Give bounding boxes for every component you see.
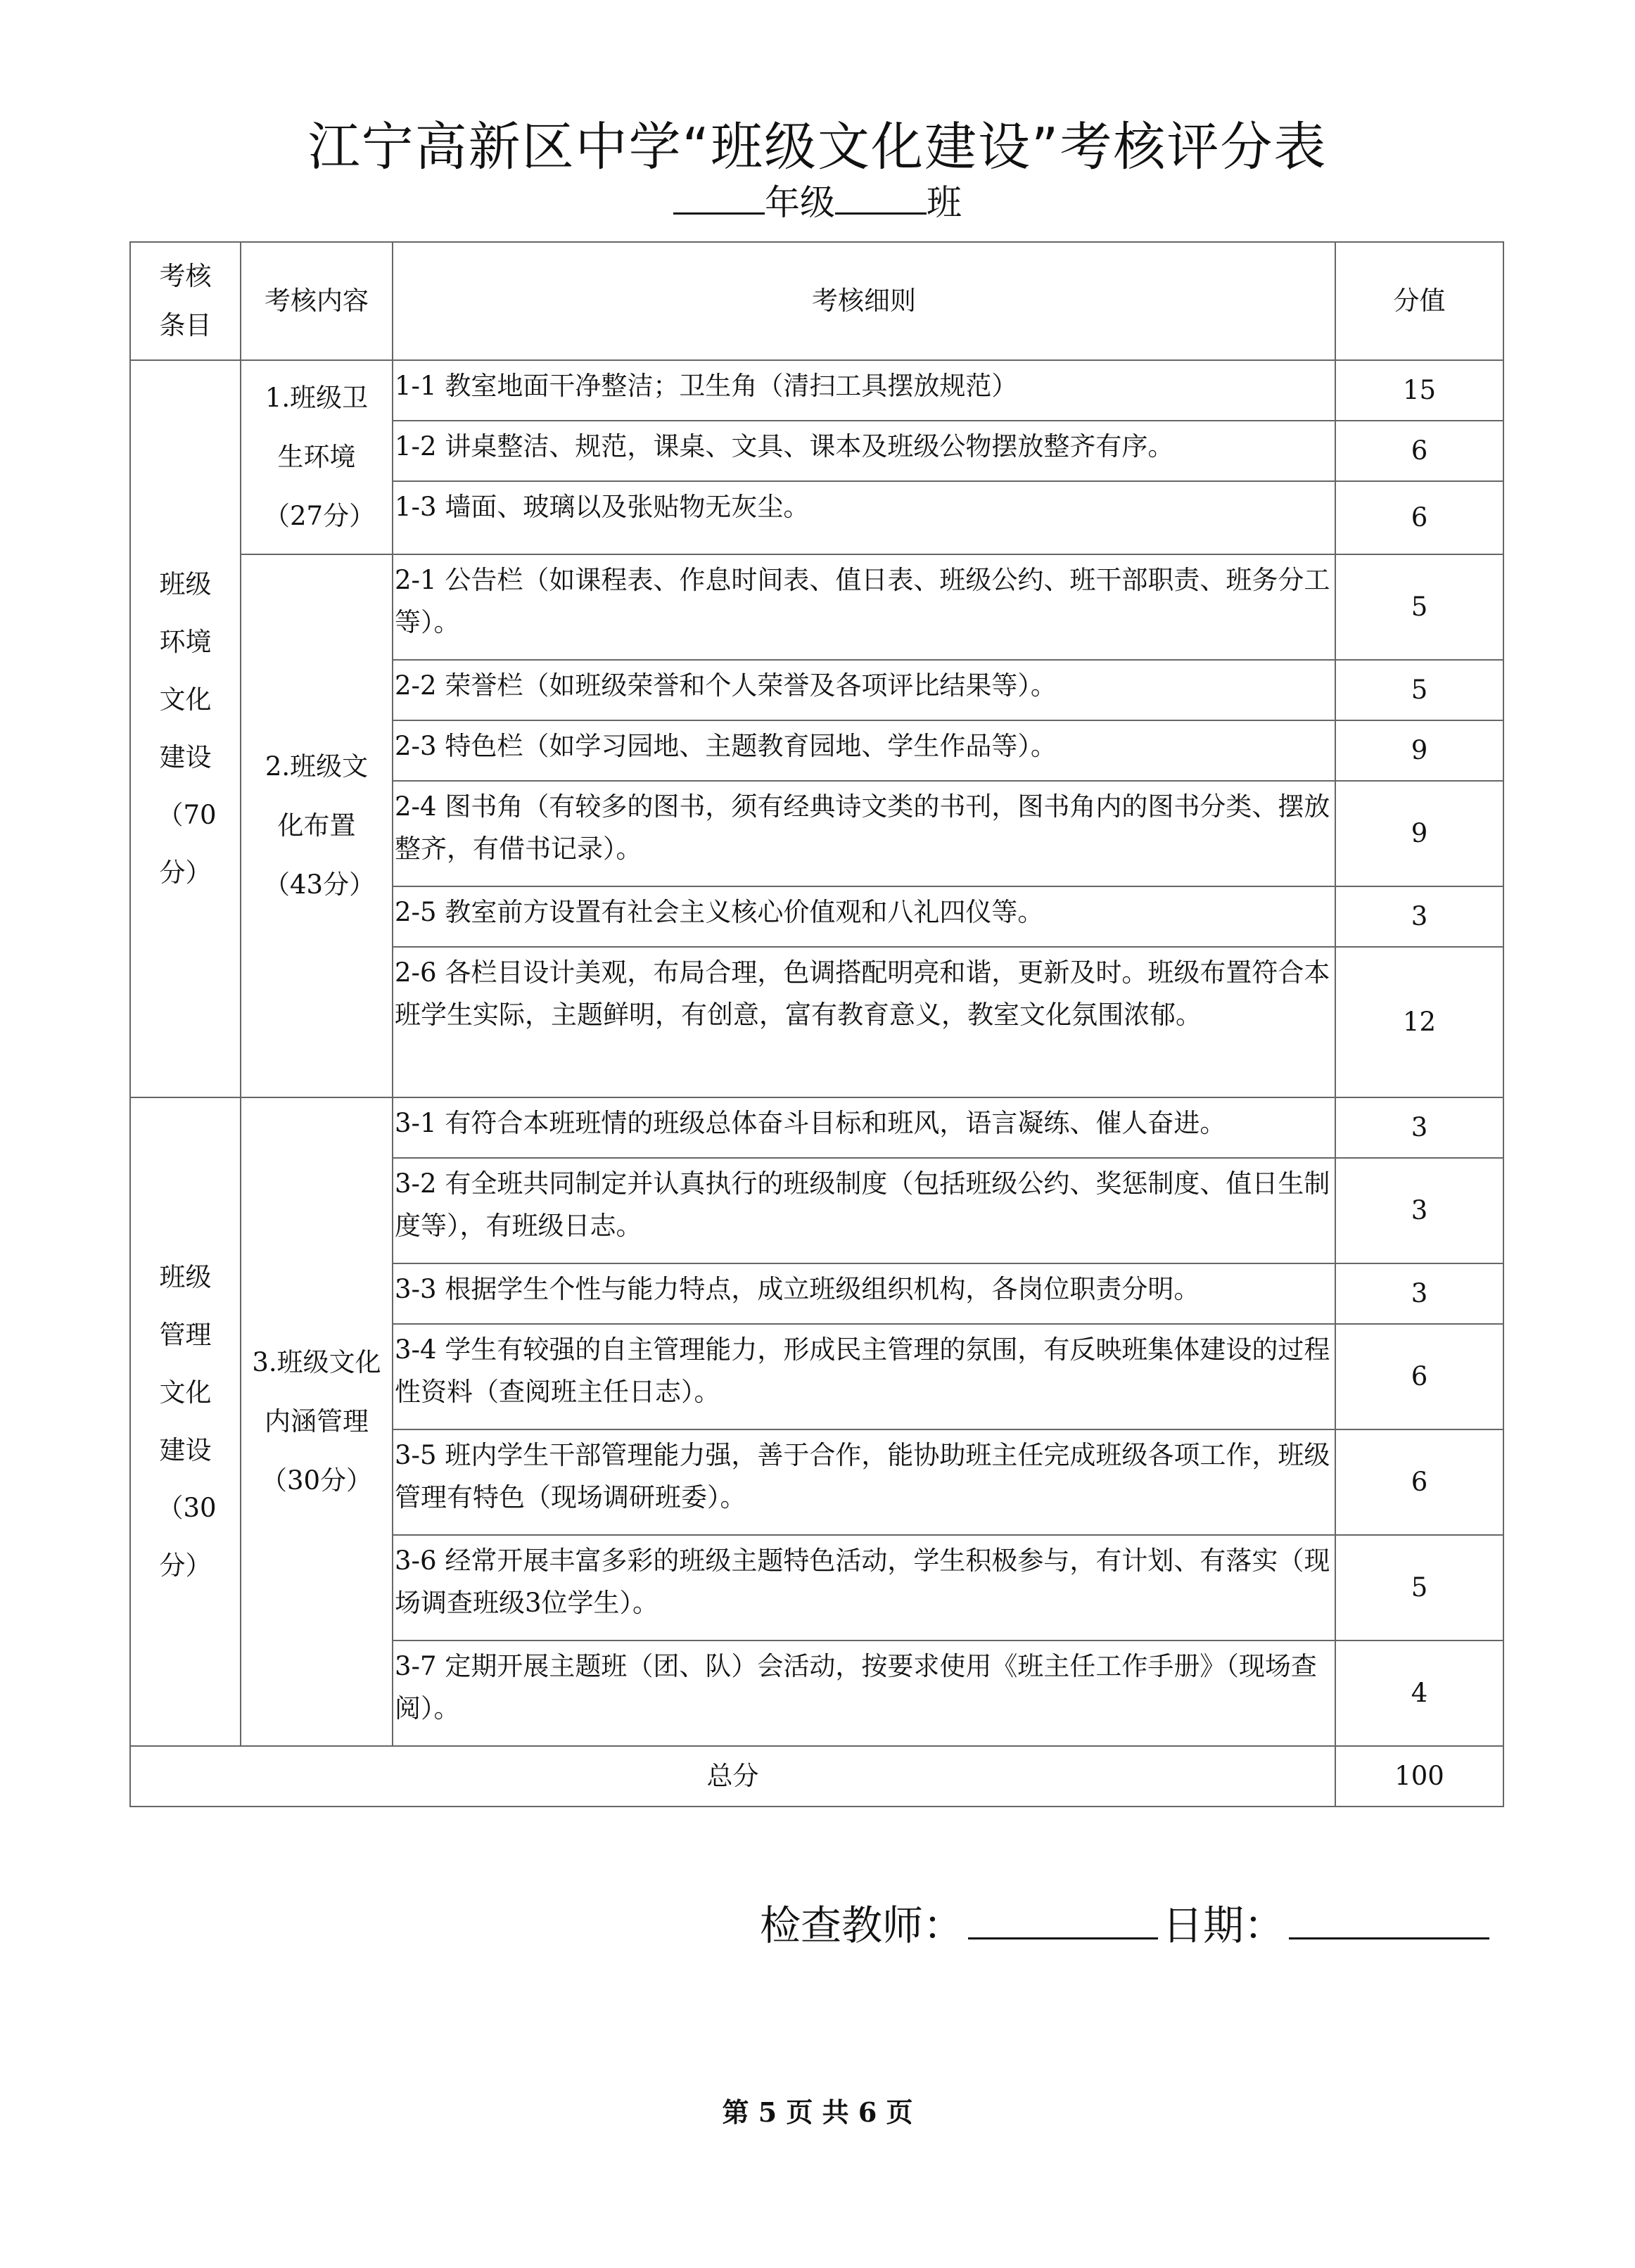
score-cell: 5 — [1335, 554, 1503, 660]
group-cell: 3.班级文化内涵管理（30分） — [241, 1097, 393, 1746]
header-row — [130, 242, 1503, 360]
score-cell: 15 — [1335, 360, 1503, 421]
class-blank[interactable] — [835, 177, 927, 215]
grade-blank[interactable] — [673, 177, 765, 215]
score-cell: 5 — [1335, 1535, 1503, 1641]
score-cell: 3 — [1335, 1158, 1503, 1263]
grade-label: 年级 — [765, 182, 835, 223]
rule-cell: 1-1 教室地面干净整洁；卫生角（清扫工具摆放规范） — [393, 360, 1335, 421]
rule-cell: 3-1 有符合本班班情的班级总体奋斗目标和班风，语言凝练、催人奋进。 — [393, 1097, 1335, 1158]
total-label: 总分 — [130, 1746, 1335, 1807]
table-row — [130, 1097, 1503, 1158]
evaluation-table — [129, 241, 1504, 1807]
document-title: 江宁高新区中学“班级文化建设”考核评分表 — [307, 117, 1328, 177]
rule-cell: 3-3 根据学生个性与能力特点，成立班级组织机构，各岗位职责分明。 — [393, 1263, 1335, 1324]
rule-cell: 3-5 班内学生干部管理能力强，善于合作，能协助班主任完成班级各项工作，班级管理有特色（现场调研班委）。 — [393, 1429, 1335, 1535]
section-cell: 班级管理文化建设（30分） — [130, 1097, 241, 1746]
total-row — [130, 1746, 1503, 1807]
score-cell: 9 — [1335, 781, 1503, 886]
rule-cell: 2-2 荣誉栏（如班级荣誉和个人荣誉及各项评比结果等）。 — [393, 660, 1335, 720]
rule-cell: 3-6 经常开展丰富多彩的班级主题特色活动，学生积极参与，有计划、有落实（现场调查班级3位学生）。 — [393, 1535, 1335, 1641]
score-cell: 12 — [1335, 947, 1503, 1097]
date-field[interactable] — [1289, 1895, 1489, 1939]
rule-cell: 2-5 教室前方设置有社会主义核心价值观和八礼四仪等。 — [393, 886, 1335, 947]
table-row — [130, 554, 1503, 660]
score-cell: 6 — [1335, 421, 1503, 481]
header-score: 分值 — [1335, 242, 1503, 360]
total-score: 100 — [1335, 1746, 1503, 1807]
section-cell: 班级环境文化建设（70分） — [130, 360, 241, 1097]
rule-cell: 3-2 有全班共同制定并认真执行的班级制度（包括班级公约、奖惩制度、值日生制度等），有班级日志。 — [393, 1158, 1335, 1263]
score-cell: 5 — [1335, 660, 1503, 720]
group-cell: 2.班级文化布置（43分） — [241, 554, 393, 1097]
grade-class-line — [0, 174, 1635, 225]
rule-cell: 2-4 图书角（有较多的图书，须有经典诗文类的书刊，图书角内的图书分类、摆放整齐，有借书记录）。 — [393, 781, 1335, 886]
table-row — [130, 360, 1503, 421]
score-cell: 9 — [1335, 720, 1503, 781]
rule-cell: 3-4 学生有较强的自主管理能力，形成民主管理的氛围，有反映班集体建设的过程性资料（查阅班主任日志）。 — [393, 1324, 1335, 1429]
rule-cell: 1-3 墙面、玻璃以及张贴物无灰尘。 — [393, 481, 1335, 554]
rule-cell: 1-2 讲桌整洁、规范，课桌、文具、课本及班级公物摆放整齐有序。 — [393, 421, 1335, 481]
score-cell: 3 — [1335, 1263, 1503, 1324]
score-cell: 3 — [1335, 886, 1503, 947]
rule-cell: 3-7 定期开展主题班（团、队）会活动，按要求使用《班主任工作手册》（现场查阅）。 — [393, 1641, 1335, 1746]
header-item: 考核条目 — [130, 242, 241, 360]
group-cell: 1.班级卫生环境（27分） — [241, 360, 393, 554]
score-cell: 6 — [1335, 481, 1503, 554]
header-content: 考核内容 — [241, 242, 393, 360]
rule-cell: 2-3 特色栏（如学习园地、主题教育园地、学生作品等）。 — [393, 720, 1335, 781]
score-cell: 6 — [1335, 1429, 1503, 1535]
class-label: 班 — [927, 182, 962, 223]
teacher-signature-field[interactable] — [968, 1895, 1158, 1939]
score-cell: 6 — [1335, 1324, 1503, 1429]
rule-cell: 2-1 公告栏（如课程表、作息时间表、值日表、班级公约、班干部职责、班务分工等）。 — [393, 554, 1335, 660]
header-rules: 考核细则 — [393, 242, 1335, 360]
score-cell: 4 — [1335, 1641, 1503, 1746]
date-label: 日期： — [1162, 1901, 1285, 1949]
rule-cell: 2-6 各栏目设计美观，布局合理，色调搭配明亮和谐，更新及时。班级布置符合本班学生实际，主题鲜明，有创意，富有教育意义，教室文化氛围浓郁。 — [393, 947, 1335, 1097]
signature-line — [760, 1892, 1506, 1951]
teacher-label: 检查教师： — [760, 1901, 965, 1949]
score-cell: 3 — [1335, 1097, 1503, 1158]
page-footer: 第 5 页 共 6 页 — [722, 2096, 913, 2128]
